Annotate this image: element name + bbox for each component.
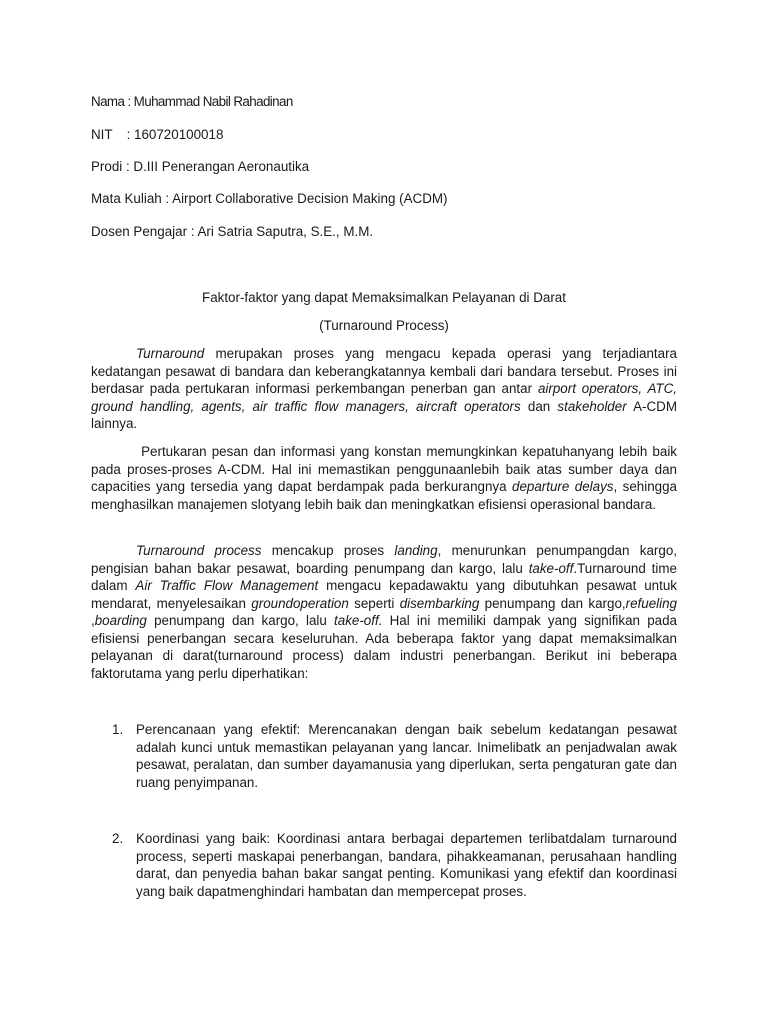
paragraph-2: Pertukaran pesan dan informasi yang konstan memungkinkan kepatuhanyang lebih baik pada proses-proses A-CDM. Hal ini memastikan penggunaanlebih baik atas sumber daya dan capacities yang tersedia yang dapat berdampak pada berkurangnya departure delays, sehingga menghasilkan manajemen slotyang lebih baik dan meningkatkan efisiensi operasional bandara. (91, 444, 678, 512)
document-title: Faktor-faktor yang dapat Memaksimalkan Pelayanan di Darat (202, 290, 566, 305)
paragraph-3: Turnaround process mencakup proses landing, menurunkan penumpangdan kargo, pengisian bahan bakar pesawat, boarding penumpang dan kargo, lalu take-off.Turnaround time dalam Air Traffic Flow Management mengacu kepadawaktu yang dibutuhkan pesawat untuk mendarat, menyelesaikan groundoperation seperti disembarking penumpang dan kargo,refueling ,boarding penumpang dan kargo, lalu take-off. Hal ini memiliki dampak yang signifikan pada efisiensi penerbangan secara keseluruhan. Ada beberapa faktor yang dapat memaksimalkan pelayanan di darat(turnaround process) dalam industri penerbangan. Berikut ini beberapa faktorutama yang perlu diperhatikan: (91, 543, 677, 681)
list-text: Koordinasi yang baik: Koordinasi antara berbagai departemen terlibatdalam turnaround process, seperti maskapai penerbangan, bandara, pihakkeamanan, perusahaan handling darat, dan penyedia bahan bakar sangat penting. Komunikasi yang efektif dan koordinasi yang baik dapatmenghindari hambatan dan mempercepat proses. (136, 831, 677, 899)
document-subtitle: (Turnaround Process) (319, 318, 449, 333)
student-name: Nama : Muhammad Nabil Rahadinan (91, 94, 293, 109)
factor-list-2 (91, 830, 677, 900)
list-item (91, 721, 677, 791)
nit-label: NIT (91, 127, 113, 142)
lecturer: Dosen Pengajar : Ari Satria Saputra, S.E., M.M. (91, 224, 374, 239)
list-item (91, 830, 677, 900)
paragraph-1: Turnaround merupakan proses yang mengacu kepada operasi yang terjadiantara kedatangan pesawat di bandara dan keberangkatannya kembali dari bandara tersebut. Proses ini berdasar pada pertukaran informasi perkembangan penerban gan antar airport operators, ATC, ground handling, agents, air traffic flow managers, aircraft operators dan stakeholder A-CDM lainnya. (91, 346, 678, 431)
student-nit (91, 127, 223, 143)
course-name: Mata Kuliah : Airport Collaborative Decision Making (ACDM) (91, 191, 448, 206)
nit-value: : 160720100018 (126, 127, 224, 142)
list-number: 1. (112, 722, 124, 737)
list-number: 2. (112, 831, 124, 846)
list-text: Perencanaan yang efektif: Merencanakan dengan baik sebelum kedatangan pesawat adalah kunci untuk memastikan pelayanan yang lancar. Inimelibatk an penjadwalan awak pesawat, peralatan, dan sumber dayamanusia yang diperlukan, serta pengaturan gate dan ruang penyimpanan. (136, 722, 677, 790)
factor-list (91, 721, 677, 791)
study-program: Prodi : D.III Penerangan Aeronautika (91, 159, 310, 174)
